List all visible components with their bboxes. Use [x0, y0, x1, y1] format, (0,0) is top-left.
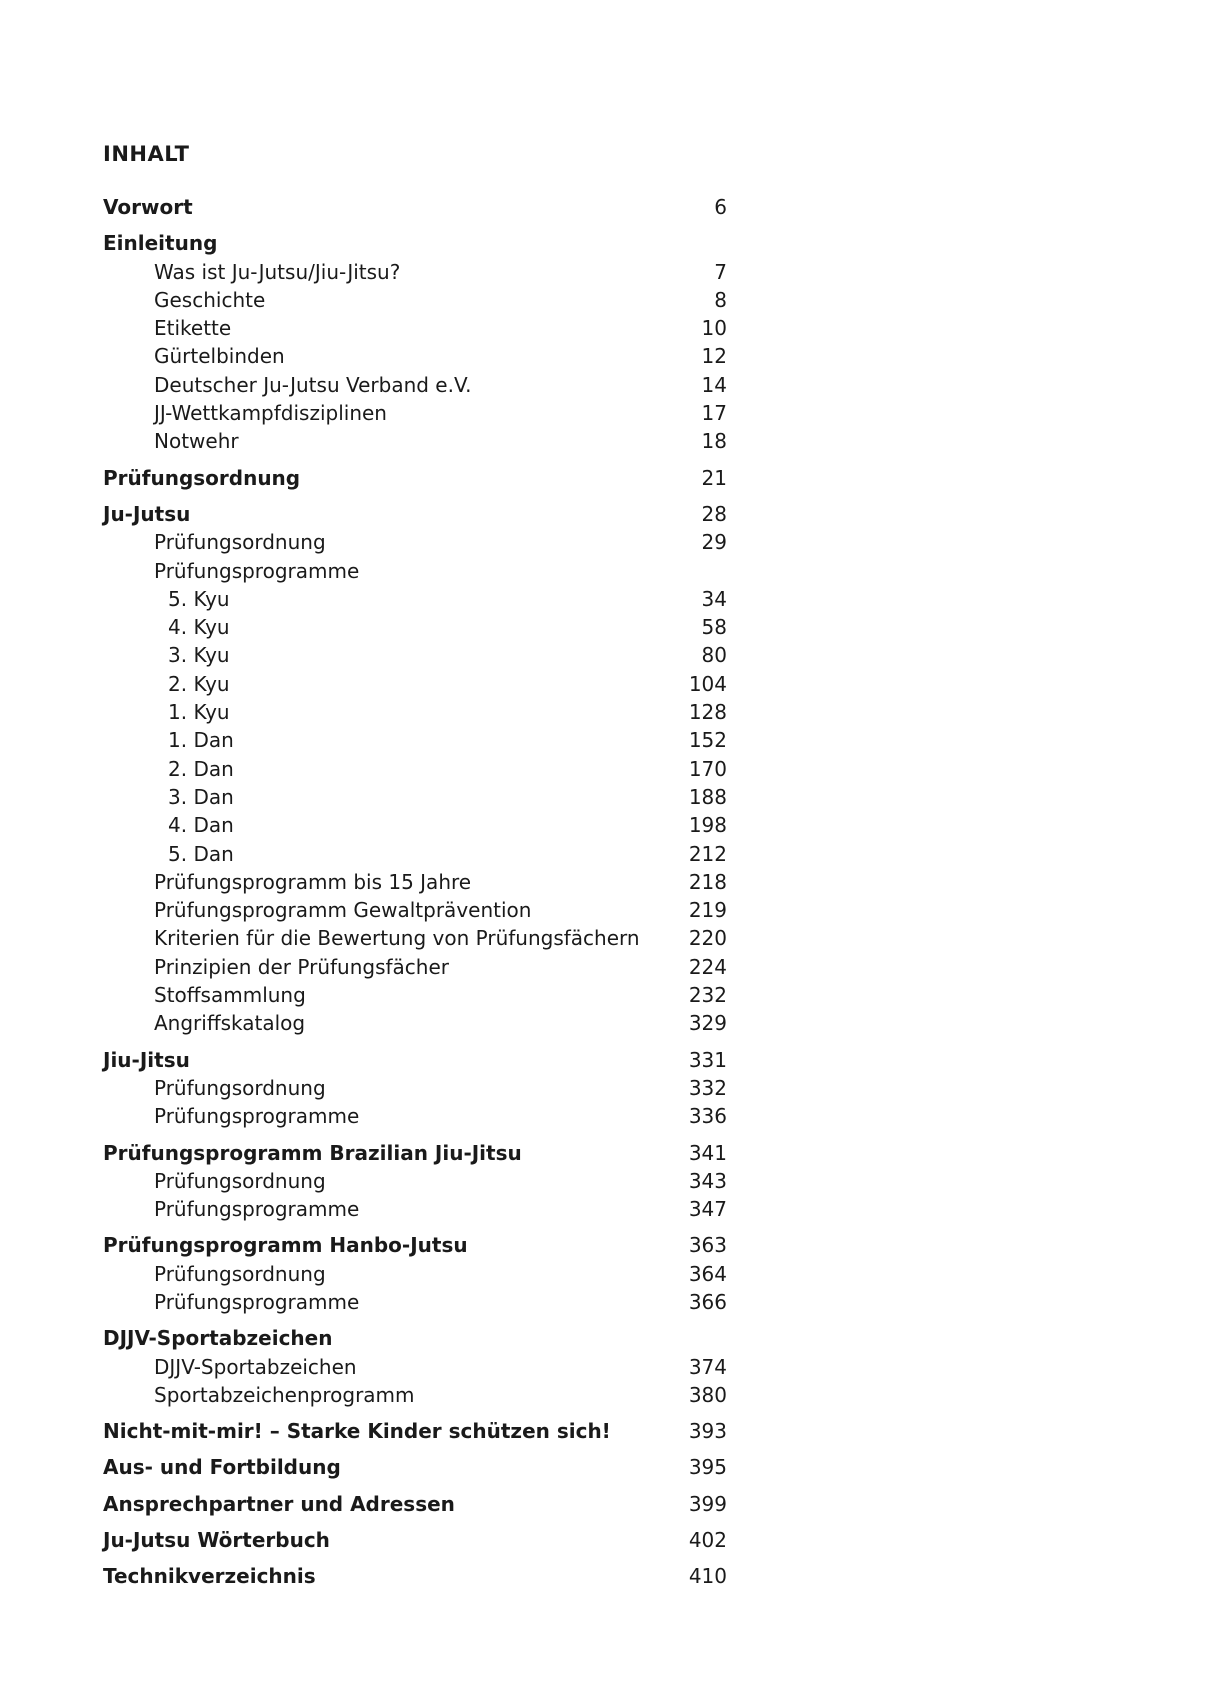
toc-entry-page: 104: [688, 671, 727, 696]
toc-entry-title: Prüfungsordnung: [154, 1168, 326, 1193]
toc-entry-page: 18: [701, 429, 727, 454]
toc-subentry: [103, 1074, 727, 1102]
toc-subentry: [103, 1009, 727, 1037]
toc-entry-page: 6: [714, 195, 727, 219]
toc-entry-vorwort: [103, 193, 727, 221]
toc-entry-page: 329: [688, 1011, 727, 1036]
toc-entry-title: Einleitung: [103, 231, 218, 256]
page-title: INHALT: [103, 142, 190, 166]
toc-entry-title: Prüfungsordnung: [154, 1075, 326, 1100]
toc-entry-title: 3. Kyu: [168, 643, 230, 668]
toc-entry-title: Prüfungsprogramme: [154, 1289, 360, 1314]
toc-entry-page: 34: [701, 586, 727, 611]
toc-entry-einleitung: [103, 229, 727, 257]
toc-entry-title: Prüfungsordnung: [154, 1261, 326, 1286]
toc-entry-title: Was ist Ju-Jutsu/Jiu-Jitsu?: [154, 259, 401, 284]
toc-subentry: [103, 371, 727, 399]
toc-entry-title: Prüfungsordnung: [154, 530, 326, 555]
toc-entry-page: 198: [688, 813, 727, 838]
toc-entry-page: 399: [688, 1491, 727, 1516]
toc-entry-woerterbuch: [103, 1526, 727, 1554]
toc-subentry: [103, 1260, 727, 1288]
toc-subentry: [103, 924, 727, 952]
toc-entry-page: 395: [688, 1455, 727, 1480]
toc-entry-page: 21: [701, 465, 727, 490]
toc-entry-title: 3. Dan: [168, 784, 234, 809]
toc-entry-brazilian-jiu-jitsu: [103, 1139, 727, 1167]
toc-entry-title: Sportabzeichenprogramm: [154, 1382, 415, 1407]
toc-subentry: [103, 557, 727, 585]
toc-entry-title: DJJV-Sportabzeichen: [154, 1354, 357, 1379]
toc-entry-title: Vorwort: [103, 195, 193, 219]
toc-subentry: [103, 342, 727, 370]
toc-entry-title: 4. Dan: [168, 813, 234, 838]
toc-entry-page: 220: [688, 926, 727, 951]
toc-entry-title: Ju-Jutsu: [103, 501, 191, 526]
toc-entry-page: 128: [688, 700, 727, 725]
toc-entry-page: 80: [701, 643, 727, 668]
toc-entry-title: Aus- und Fortbildung: [103, 1455, 341, 1480]
toc-entry-title: DJJV-Sportabzeichen: [103, 1326, 333, 1351]
toc-entry-title: 2. Dan: [168, 756, 234, 781]
toc-entry-page: 17: [701, 401, 727, 426]
toc-subsubentry: [103, 698, 727, 726]
toc-subsubentry: [103, 613, 727, 641]
toc-entry-title: Geschichte: [154, 287, 266, 312]
toc-entry-hanbo-jutsu: [103, 1231, 727, 1259]
toc-entry-title: 1. Dan: [168, 728, 234, 753]
toc-entry-page: 374: [688, 1354, 727, 1379]
toc-entry-page: 7: [714, 259, 727, 284]
toc-entry-title: Kriterien für die Bewertung von Prüfungsfächern: [154, 926, 640, 951]
toc-entry-page: 219: [688, 898, 727, 923]
toc-subentry: [103, 286, 727, 314]
toc-subentry: [103, 314, 727, 342]
toc-subentry: [103, 981, 727, 1009]
toc-entry-page: 366: [688, 1289, 727, 1314]
toc-entry-page: 12: [701, 344, 727, 369]
toc-entry-page: 402: [688, 1528, 727, 1553]
toc-entry-page: 28: [701, 501, 727, 526]
toc-entry-page: 343: [688, 1168, 727, 1193]
toc-entry-title: Ju-Jutsu Wörterbuch: [103, 1528, 330, 1553]
toc-entry-title: Stoffsammlung: [154, 983, 306, 1008]
toc-entry-page: 29: [701, 530, 727, 555]
toc-subentry: [103, 1381, 727, 1409]
toc-entry-title: 5. Kyu: [168, 586, 230, 611]
toc-subentry: [103, 953, 727, 981]
toc-entry-title: Etikette: [154, 316, 232, 341]
toc-entry-page: 218: [688, 869, 727, 894]
table-of-contents: [103, 193, 727, 1591]
toc-entry-page: 331: [688, 1047, 727, 1072]
toc-entry-title: Prüfungsordnung: [103, 465, 301, 490]
toc-subsubentry: [103, 783, 727, 811]
toc-entry-page: 410: [688, 1564, 727, 1589]
toc-entry-page: 8: [714, 287, 727, 312]
toc-entry-title: Deutscher Ju-Jutsu Verband e.V.: [154, 372, 472, 397]
toc-entry-title: JJ-Wettkampfdisziplinen: [154, 401, 387, 426]
toc-subentry: [103, 1288, 727, 1316]
toc-entry-title: Jiu-Jitsu: [103, 1047, 190, 1072]
toc-entry-page: 393: [688, 1419, 727, 1444]
toc-entry-page: 188: [688, 784, 727, 809]
toc-subentry: [103, 1102, 727, 1130]
toc-entry-page: 10: [701, 316, 727, 341]
toc-entry-title: Prüfungsprogramm Hanbo-Jutsu: [103, 1233, 468, 1258]
toc-entry-page: 224: [688, 954, 727, 979]
toc-entry-page: 212: [688, 841, 727, 866]
toc-subentry: [103, 1167, 727, 1195]
toc-entry-title: Technikverzeichnis: [103, 1564, 316, 1589]
toc-entry-title: 5. Dan: [168, 841, 234, 866]
toc-entry-page: 336: [688, 1104, 727, 1129]
toc-entry-title: 4. Kyu: [168, 615, 230, 640]
toc-entry-title: Prinzipien der Prüfungsfächer: [154, 954, 449, 979]
toc-entry-djjv-sportabzeichen: [103, 1324, 727, 1352]
toc-subentry: [103, 1353, 727, 1381]
toc-subentry: [103, 1195, 727, 1223]
toc-entry-nicht-mit-mir: [103, 1417, 727, 1445]
toc-subsubentry: [103, 641, 727, 669]
toc-entry-technikverzeichnis: [103, 1562, 727, 1590]
toc-entry-page: 364: [688, 1261, 727, 1286]
toc-entry-title: Prüfungsprogramm bis 15 Jahre: [154, 869, 472, 894]
toc-entry-pruefungsordnung: [103, 464, 727, 492]
toc-subentry: [103, 258, 727, 286]
toc-entry-title: Gürtelbinden: [154, 344, 285, 369]
toc-subsubentry: [103, 670, 727, 698]
toc-subsubentry: [103, 726, 727, 754]
toc-subentry: [103, 399, 727, 427]
toc-entry-title: Prüfungsprogramme: [154, 1104, 360, 1129]
toc-subentry: [103, 868, 727, 896]
toc-entry-title: Ansprechpartner und Adressen: [103, 1491, 455, 1516]
toc-entry-page: 170: [688, 756, 727, 781]
toc-entry-title: 2. Kyu: [168, 671, 230, 696]
toc-entry-page: 332: [688, 1075, 727, 1100]
toc-entry-title: Prüfungsprogramm Gewaltprävention: [154, 898, 532, 923]
toc-subsubentry: [103, 755, 727, 783]
toc-subsubentry: [103, 585, 727, 613]
toc-entry-page: 58: [701, 615, 727, 640]
toc-entry-page: 341: [688, 1140, 727, 1165]
toc-entry-jiu-jitsu: [103, 1046, 727, 1074]
toc-subentry: [103, 896, 727, 924]
toc-entry-ansprechpartner: [103, 1490, 727, 1518]
toc-entry-page: 232: [688, 983, 727, 1008]
toc-subsubentry: [103, 811, 727, 839]
toc-entry-title: 1. Kyu: [168, 700, 230, 725]
toc-entry-page: 380: [688, 1382, 727, 1407]
toc-subentry: [103, 427, 727, 455]
toc-entry-page: 152: [688, 728, 727, 753]
toc-entry-page: 363: [688, 1233, 727, 1258]
toc-subsubentry: [103, 840, 727, 868]
toc-entry-page: 347: [688, 1197, 727, 1222]
toc-entry-aus-und-fortbildung: [103, 1453, 727, 1481]
toc-subentry: [103, 528, 727, 556]
toc-entry-page: 14: [701, 372, 727, 397]
toc-entry-title: Prüfungsprogramme: [154, 558, 360, 583]
toc-entry-title: Notwehr: [154, 429, 239, 454]
toc-entry-title: Prüfungsprogramm Brazilian Jiu-Jitsu: [103, 1140, 522, 1165]
toc-entry-title: Angriffskatalog: [154, 1011, 306, 1036]
toc-entry-title: Nicht-mit-mir! – Starke Kinder schützen sich!: [103, 1419, 611, 1444]
toc-entry-ju-jutsu: [103, 500, 727, 528]
toc-entry-title: Prüfungsprogramme: [154, 1197, 360, 1222]
